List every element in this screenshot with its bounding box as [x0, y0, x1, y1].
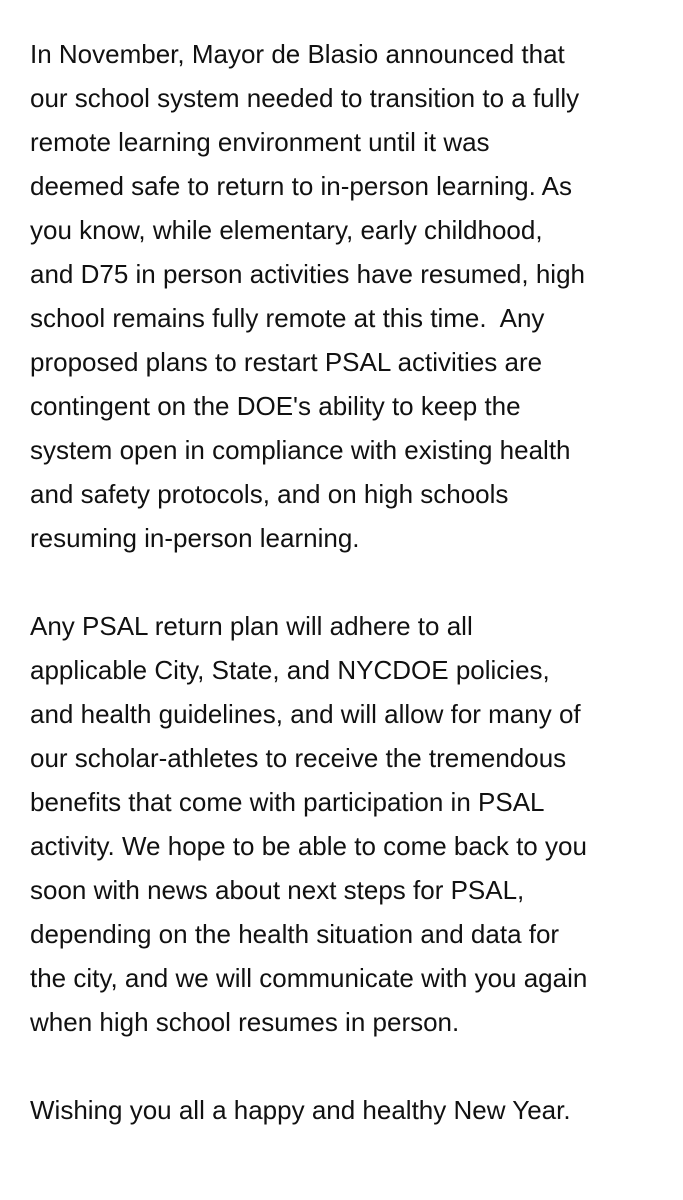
paragraph-3: [30, 1088, 670, 1132]
text-line: our scholar-athletes to receive the tremendous: [30, 743, 567, 773]
text-line: activity. We hope to be able to come back to you: [30, 831, 587, 861]
text-line: deemed safe to return to in-person learning. As: [30, 171, 572, 201]
paragraph-spacer: [30, 1044, 670, 1088]
paragraph-2: [30, 604, 670, 1044]
text-line: depending on the health situation and data for: [30, 919, 560, 949]
text-line: In November, Mayor de Blasio announced that: [30, 39, 565, 69]
text-line: and safety protocols, and on high schools: [30, 479, 509, 509]
text-line: contingent on the DOE's ability to keep the: [30, 391, 521, 421]
text-line: applicable City, State, and NYCDOE policies,: [30, 655, 550, 685]
closing-line: Wishing you all a happy and healthy New Year.: [30, 1095, 571, 1125]
text-line: soon with news about next steps for PSAL,: [30, 875, 525, 905]
paragraph-spacer: [30, 560, 670, 604]
text-line: system open in compliance with existing health: [30, 435, 571, 465]
text-line: and D75 in person activities have resumed, high: [30, 259, 585, 289]
text-line: resuming in-person learning.: [30, 523, 360, 553]
text-line: school remains fully remote at this time. Any: [30, 303, 545, 333]
document-body: [30, 32, 670, 1132]
text-line: when high school resumes in person.: [30, 1007, 460, 1037]
text-line: proposed plans to restart PSAL activities are: [30, 347, 543, 377]
text-line: remote learning environment until it was: [30, 127, 490, 157]
text-line: the city, and we will communicate with you again: [30, 963, 588, 993]
paragraph-1: [30, 32, 670, 560]
text-line: our school system needed to transition to a fully: [30, 83, 580, 113]
text-line: benefits that come with participation in PSAL: [30, 787, 545, 817]
text-line: Any PSAL return plan will adhere to all: [30, 611, 473, 641]
text-line: and health guidelines, and will allow for many of: [30, 699, 581, 729]
text-line: you know, while elementary, early childhood,: [30, 215, 543, 245]
